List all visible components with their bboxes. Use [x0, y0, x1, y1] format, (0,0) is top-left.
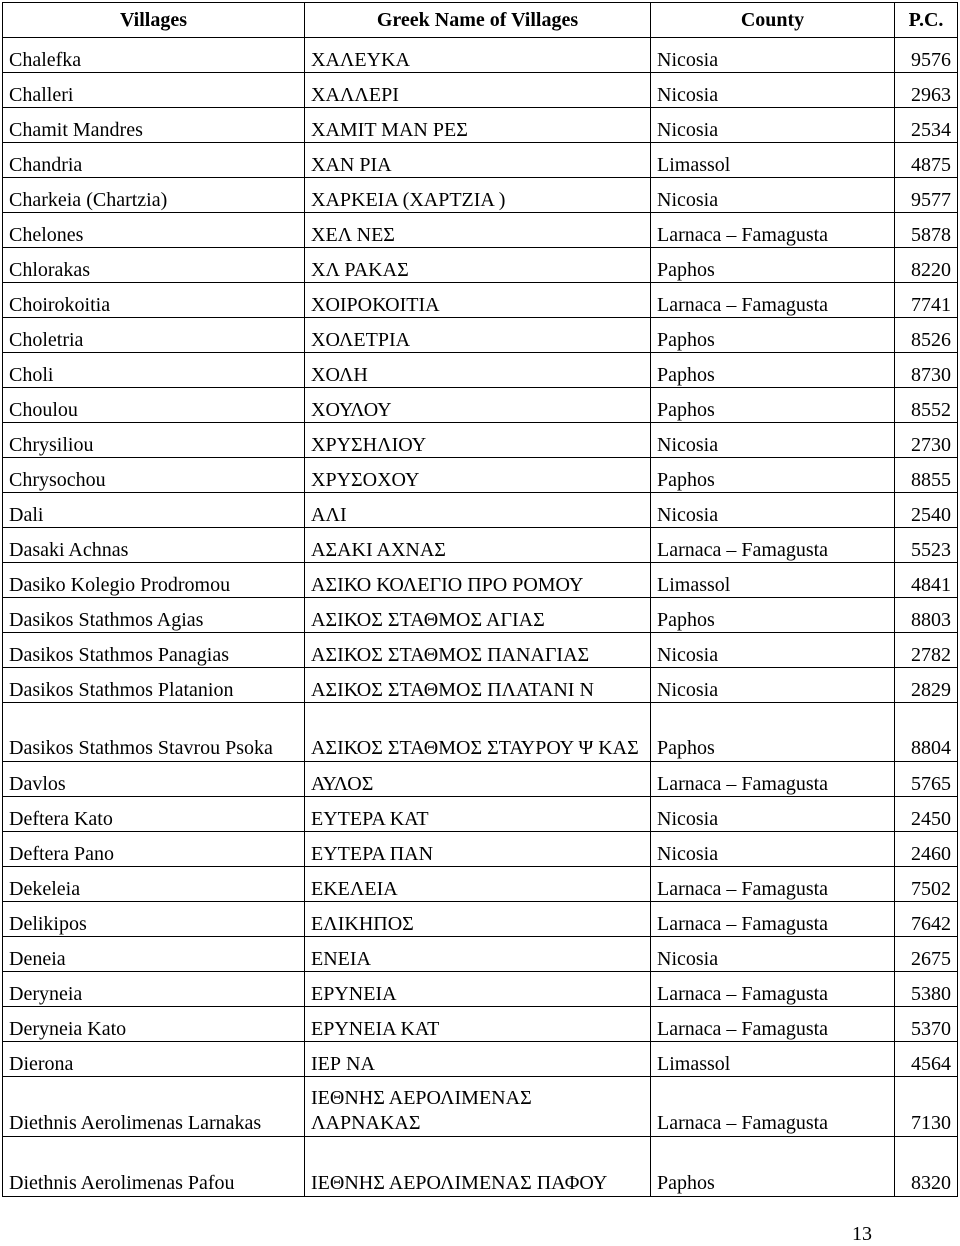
postal-code-cell: 8803 — [895, 598, 958, 633]
table-row — [3, 1007, 958, 1042]
table-row — [3, 1042, 958, 1077]
table-row — [3, 388, 958, 423]
table-body — [3, 38, 958, 1197]
table-row — [3, 458, 958, 493]
village-name-cell: Dasikos Stathmos Platanion — [3, 668, 305, 703]
greek-name-cell: ΑΣΑΚΙ ΑΧΝΑΣ — [305, 528, 651, 563]
greek-name-cell: ΧΑΛΕΥΚΑ — [305, 38, 651, 73]
table-row — [3, 248, 958, 283]
village-name-cell: Choli — [3, 353, 305, 388]
county-cell: Larnaca – Famagusta — [651, 213, 895, 248]
postal-code-cell: 2460 — [895, 832, 958, 867]
greek-name-cell: ΕΡΥΝΕΙΑ ΚΑΤ — [305, 1007, 651, 1042]
village-name-cell: Dasikos Stathmos Agias — [3, 598, 305, 633]
county-cell: Nicosia — [651, 832, 895, 867]
county-cell: Nicosia — [651, 178, 895, 213]
county-cell: Paphos — [651, 318, 895, 353]
village-name-cell: Dali — [3, 493, 305, 528]
table-row — [3, 528, 958, 563]
county-cell: Limassol — [651, 1042, 895, 1077]
table-row — [3, 108, 958, 143]
greek-name-cell: ΧΑΝ ΡΙΑ — [305, 143, 651, 178]
table-row — [3, 213, 958, 248]
greek-name-cell: ΑΣΙΚΟΣ ΣΤΑΘΜΟΣ ΣΤΑΥΡΟΥ Ψ ΚΑΣ — [305, 703, 651, 762]
greek-name-cell: ΙΕΡ ΝΑ — [305, 1042, 651, 1077]
table-row — [3, 867, 958, 902]
postal-code-cell: 9577 — [895, 178, 958, 213]
postal-code-cell: 8552 — [895, 388, 958, 423]
county-cell: Limassol — [651, 563, 895, 598]
greek-name-cell: ΧΕΛ ΝΕΣ — [305, 213, 651, 248]
postal-code-cell: 8730 — [895, 353, 958, 388]
postal-code-cell: 2450 — [895, 797, 958, 832]
greek-name-cell: ΧΟΥΛΟΥ — [305, 388, 651, 423]
county-cell: Limassol — [651, 143, 895, 178]
villages-table — [2, 2, 958, 1197]
village-name-cell: Choulou — [3, 388, 305, 423]
greek-name-cell: ΧΡΥΣΟΧΟΥ — [305, 458, 651, 493]
header-villages: Villages — [3, 3, 305, 38]
greek-name-cell: ΑΣΙΚΟΣ ΣΤΑΘΜΟΣ ΑΓΙΑΣ — [305, 598, 651, 633]
county-cell: Nicosia — [651, 73, 895, 108]
postal-code-cell: 4564 — [895, 1042, 958, 1077]
table-row — [3, 703, 958, 762]
county-cell: Nicosia — [651, 423, 895, 458]
greek-name-cell: ΧΑΛΛΕΡΙ — [305, 73, 651, 108]
postal-code-cell: 8526 — [895, 318, 958, 353]
table-row — [3, 283, 958, 318]
village-name-cell: Chlorakas — [3, 248, 305, 283]
table-row — [3, 1137, 958, 1197]
page-number: 13 — [852, 1223, 872, 1245]
greek-name-cell: ΧΡΥΣΗΛΙΟΥ — [305, 423, 651, 458]
postal-code-cell: 2534 — [895, 108, 958, 143]
postal-code-cell: 5380 — [895, 972, 958, 1007]
postal-code-cell: 5878 — [895, 213, 958, 248]
village-name-cell: Chelones — [3, 213, 305, 248]
village-name-cell: Chrysiliou — [3, 423, 305, 458]
postal-code-cell: 2829 — [895, 668, 958, 703]
county-cell: Paphos — [651, 353, 895, 388]
village-name-cell: Chrysochou — [3, 458, 305, 493]
postal-code-cell: 4875 — [895, 143, 958, 178]
postal-code-cell: 7741 — [895, 283, 958, 318]
greek-name-cell: ΧΑΡΚΕΙΑ (ΧΑΡΤΖΙΑ ) — [305, 178, 651, 213]
postal-code-cell: 7130 — [895, 1077, 958, 1137]
greek-name-cell: ΑΣΙΚΟ ΚΟΛΕΓΙΟ ΠΡΟ ΡΟΜΟΥ — [305, 563, 651, 598]
county-cell: Nicosia — [651, 797, 895, 832]
village-name-cell: Charkeia (Chartzia) — [3, 178, 305, 213]
county-cell: Nicosia — [651, 493, 895, 528]
county-cell: Larnaca – Famagusta — [651, 867, 895, 902]
greek-name-cell: ΕΛΙΚΗΠΟΣ — [305, 902, 651, 937]
county-cell: Larnaca – Famagusta — [651, 1007, 895, 1042]
postal-code-cell: 8220 — [895, 248, 958, 283]
postal-code-cell: 2782 — [895, 633, 958, 668]
village-name-cell: Chalefka — [3, 38, 305, 73]
table-row — [3, 762, 958, 797]
greek-name-cell: ΙΕΘΝΗΣ ΑΕΡΟΛΙΜΕΝΑΣ ΛΑΡΝΑΚΑΣ — [305, 1077, 651, 1137]
table-header-row — [3, 3, 958, 38]
village-name-cell: Deftera Kato — [3, 797, 305, 832]
table-row — [3, 73, 958, 108]
village-name-cell: Deryneia — [3, 972, 305, 1007]
village-name-cell: Chandria — [3, 143, 305, 178]
table-row — [3, 318, 958, 353]
greek-name-cell: ΑΥΛΟΣ — [305, 762, 651, 797]
village-name-cell: Diethnis Aerolimenas Larnakas — [3, 1077, 305, 1137]
postal-code-cell: 9576 — [895, 38, 958, 73]
village-name-cell: Challeri — [3, 73, 305, 108]
greek-name-cell: ΕΝΕΙΑ — [305, 937, 651, 972]
county-cell: Paphos — [651, 703, 895, 762]
table-row — [3, 598, 958, 633]
table-row — [3, 178, 958, 213]
village-name-cell: Choletria — [3, 318, 305, 353]
header-greek-name: Greek Name of Villages — [305, 3, 651, 38]
table-row — [3, 902, 958, 937]
greek-name-cell: ΕΚΕΛΕΙΑ — [305, 867, 651, 902]
village-name-cell: Deneia — [3, 937, 305, 972]
table-row — [3, 972, 958, 1007]
county-cell: Nicosia — [651, 108, 895, 143]
county-cell: Nicosia — [651, 633, 895, 668]
table-row — [3, 797, 958, 832]
table-row — [3, 1077, 958, 1137]
greek-name-cell: ΕΡΥΝΕΙΑ — [305, 972, 651, 1007]
county-cell: Paphos — [651, 598, 895, 633]
postal-code-cell: 8804 — [895, 703, 958, 762]
table-row — [3, 563, 958, 598]
village-name-cell: Chamit Mandres — [3, 108, 305, 143]
county-cell: Paphos — [651, 1137, 895, 1197]
village-name-cell: Dekeleia — [3, 867, 305, 902]
village-name-cell: Dasikos Stathmos Stavrou Psoka — [3, 703, 305, 762]
greek-name-cell: ΑΛΙ — [305, 493, 651, 528]
village-name-cell: Diethnis Aerolimenas Pafou — [3, 1137, 305, 1197]
table-row — [3, 493, 958, 528]
greek-name-cell: ΧΟΙΡΟΚΟΙΤΙΑ — [305, 283, 651, 318]
postal-code-cell: 7502 — [895, 867, 958, 902]
county-cell: Larnaca – Famagusta — [651, 1077, 895, 1137]
postal-code-cell: 8855 — [895, 458, 958, 493]
postal-code-cell: 4841 — [895, 563, 958, 598]
table-row — [3, 937, 958, 972]
table-row — [3, 38, 958, 73]
village-name-cell: Dierona — [3, 1042, 305, 1077]
table-row — [3, 423, 958, 458]
village-name-cell: Dasiko Kolegio Prodromou — [3, 563, 305, 598]
table-row — [3, 832, 958, 867]
county-cell: Paphos — [651, 388, 895, 423]
postal-code-cell: 5370 — [895, 1007, 958, 1042]
county-cell: Larnaca – Famagusta — [651, 283, 895, 318]
greek-name-cell: ΙΕΘΝΗΣ ΑΕΡΟΛΙΜΕΝΑΣ ΠΑΦΟΥ — [305, 1137, 651, 1197]
county-cell: Paphos — [651, 458, 895, 493]
county-cell: Larnaca – Famagusta — [651, 972, 895, 1007]
postal-code-cell: 8320 — [895, 1137, 958, 1197]
county-cell: Larnaca – Famagusta — [651, 762, 895, 797]
village-name-cell: Davlos — [3, 762, 305, 797]
village-name-cell: Dasikos Stathmos Panagias — [3, 633, 305, 668]
county-cell: Paphos — [651, 248, 895, 283]
greek-name-cell: ΕΥΤΕΡΑ ΚΑΤ — [305, 797, 651, 832]
header-county: County — [651, 3, 895, 38]
postal-code-cell: 2730 — [895, 423, 958, 458]
village-name-cell: Delikipos — [3, 902, 305, 937]
county-cell: Nicosia — [651, 38, 895, 73]
county-cell: Larnaca – Famagusta — [651, 528, 895, 563]
greek-name-cell: ΧΑΜΙΤ ΜΑΝ ΡΕΣ — [305, 108, 651, 143]
postal-code-cell: 5765 — [895, 762, 958, 797]
village-name-cell: Deftera Pano — [3, 832, 305, 867]
greek-name-cell: ΑΣΙΚΟΣ ΣΤΑΘΜΟΣ ΠΛΑΤΑΝΙ Ν — [305, 668, 651, 703]
postal-code-cell: 2675 — [895, 937, 958, 972]
table-row — [3, 143, 958, 178]
table-row — [3, 633, 958, 668]
greek-name-cell: ΕΥΤΕΡΑ ΠΑΝ — [305, 832, 651, 867]
village-name-cell: Dasaki Achnas — [3, 528, 305, 563]
greek-name-cell: ΑΣΙΚΟΣ ΣΤΑΘΜΟΣ ΠΑΝΑΓΙΑΣ — [305, 633, 651, 668]
table-row — [3, 353, 958, 388]
postal-code-cell: 7642 — [895, 902, 958, 937]
postal-code-cell: 2540 — [895, 493, 958, 528]
postal-code-cell: 2963 — [895, 73, 958, 108]
table-row — [3, 668, 958, 703]
header-postal-code: P.C. — [895, 3, 958, 38]
county-cell: Nicosia — [651, 668, 895, 703]
greek-name-cell: ΧΛ ΡΑΚΑΣ — [305, 248, 651, 283]
county-cell: Nicosia — [651, 937, 895, 972]
greek-name-cell: ΧΟΛΗ — [305, 353, 651, 388]
postal-code-cell: 5523 — [895, 528, 958, 563]
village-name-cell: Choirokoitia — [3, 283, 305, 318]
village-name-cell: Deryneia Kato — [3, 1007, 305, 1042]
greek-name-cell: ΧΟΛΕΤΡΙΑ — [305, 318, 651, 353]
county-cell: Larnaca – Famagusta — [651, 902, 895, 937]
